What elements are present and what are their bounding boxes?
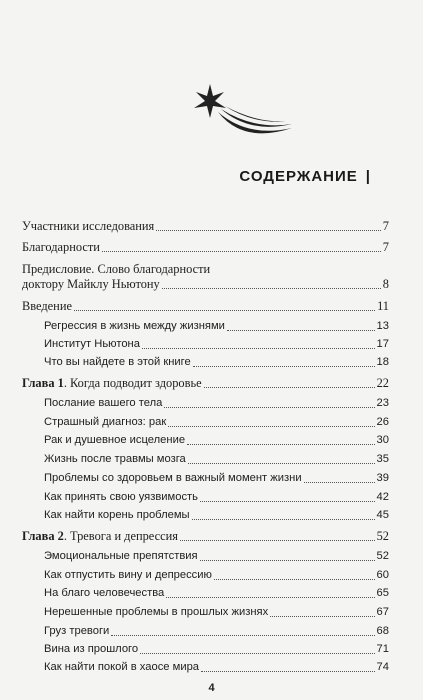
leader-dots bbox=[188, 463, 375, 464]
toc-chapter-entry[interactable] bbox=[22, 376, 389, 391]
leader-dots bbox=[200, 501, 375, 502]
toc-entry-title: Как найти корень проблемы bbox=[44, 509, 190, 521]
toc-subentry[interactable] bbox=[44, 415, 389, 430]
toc-entry-page: 60 bbox=[376, 569, 389, 581]
toc-entry-title: Благодарности bbox=[22, 240, 100, 254]
toc-entry[interactable] bbox=[22, 219, 389, 234]
toc-entry-page: 67 bbox=[376, 606, 389, 618]
toc-subentry[interactable] bbox=[44, 471, 389, 486]
toc-subentry[interactable] bbox=[44, 568, 389, 583]
toc-entry-title: доктору Майклу Ньютону bbox=[22, 277, 160, 291]
leader-dots bbox=[304, 482, 375, 483]
toc-entry-page: 11 bbox=[377, 299, 389, 313]
leader-dots bbox=[156, 230, 381, 231]
leader-dots bbox=[193, 366, 375, 367]
leader-dots bbox=[168, 426, 374, 427]
toc-entry-title: Участники исследования bbox=[22, 219, 155, 233]
toc-entry-title: Введение bbox=[22, 299, 72, 313]
toc-entry-title: Послание вашего тела bbox=[44, 397, 163, 409]
toc-entry-page: 52 bbox=[376, 529, 389, 543]
toc-subentry[interactable] bbox=[44, 337, 389, 352]
leader-dots bbox=[214, 579, 375, 580]
leader-dots bbox=[192, 519, 375, 520]
toc-subentry[interactable] bbox=[44, 605, 389, 620]
toc-entry-page: 7 bbox=[382, 240, 389, 254]
toc-entry-page: 71 bbox=[376, 643, 389, 655]
toc-entry-title: Груз тревоги bbox=[44, 625, 110, 637]
toc-entry-page: 65 bbox=[376, 587, 389, 599]
toc-entry-title: Нерешенные проблемы в прошлых жизнях bbox=[44, 606, 269, 618]
toc-subentry[interactable] bbox=[44, 660, 389, 675]
toc-entry-page: 30 bbox=[376, 434, 389, 446]
toc-entry-title: На благо человечества bbox=[44, 587, 165, 599]
toc-entry-title: Что вы найдете в этой книге bbox=[44, 356, 191, 368]
toc-entry-page: 45 bbox=[376, 509, 389, 521]
toc-entry-title: . Тревога и депрессия bbox=[63, 529, 178, 543]
toc-entry[interactable] bbox=[22, 240, 389, 255]
chapter-label: Глава 2 bbox=[22, 529, 64, 543]
toc-subentry[interactable] bbox=[44, 549, 389, 564]
toc-entry-page: 7 bbox=[382, 219, 389, 233]
leader-dots bbox=[270, 616, 374, 617]
toc-entry-title: Рак и душевное исцеление bbox=[44, 434, 186, 446]
toc-subentry[interactable] bbox=[44, 396, 389, 411]
toc-entry-page: 26 bbox=[376, 416, 389, 428]
toc-entry-page: 8 bbox=[382, 277, 389, 291]
leader-dots bbox=[162, 288, 381, 289]
toc-entry-title: Вина из прошлого bbox=[44, 643, 139, 655]
toc-entry-page: 17 bbox=[376, 338, 389, 350]
leader-dots bbox=[187, 444, 375, 445]
leader-dots bbox=[201, 671, 375, 672]
leader-dots bbox=[102, 251, 381, 252]
toc-entry-page: 52 bbox=[376, 550, 389, 562]
toc-entry-title: Проблемы со здоровьем в важный момент жизни bbox=[44, 472, 302, 484]
toc-subentry[interactable] bbox=[44, 642, 389, 657]
leader-dots bbox=[111, 635, 374, 636]
toc-entry-title: Как принять свою уязвимость bbox=[44, 491, 199, 503]
toc-entry-title: Эмоциональные препятствия bbox=[44, 550, 198, 562]
toc-entry-page: 42 bbox=[376, 491, 389, 503]
toc-subentry[interactable] bbox=[44, 624, 389, 639]
leader-dots bbox=[200, 560, 375, 561]
chapter-label: Глава 1 bbox=[22, 376, 64, 390]
toc-entry[interactable] bbox=[22, 299, 389, 314]
leader-dots bbox=[180, 540, 375, 541]
toc-entry-title: Жизнь после травмы мозга bbox=[44, 453, 186, 465]
toc-entry-title: Страшный диагноз: рак bbox=[44, 416, 167, 428]
toc-subentry[interactable] bbox=[44, 586, 389, 601]
toc-subentry[interactable] bbox=[44, 490, 389, 505]
toc-subentry[interactable] bbox=[44, 508, 389, 523]
toc-chapter-entry[interactable] bbox=[22, 529, 389, 544]
contents-title: СОДЕРЖАНИЕ bbox=[239, 168, 358, 185]
toc-entry-page: 23 bbox=[376, 397, 389, 409]
toc-entry-page: 68 bbox=[376, 625, 389, 637]
toc-entry-page: 13 bbox=[376, 320, 389, 332]
toc-subentry[interactable] bbox=[44, 319, 389, 334]
toc-subentry[interactable] bbox=[44, 452, 389, 467]
toc-entry-title: . Когда подводит здоровье bbox=[63, 376, 202, 390]
heading-bar: | bbox=[365, 168, 371, 185]
toc-entry[interactable] bbox=[22, 277, 389, 292]
toc-subentry[interactable] bbox=[44, 355, 389, 370]
leader-dots bbox=[74, 310, 375, 311]
toc-entry-title: Институт Ньютона bbox=[44, 338, 140, 350]
leader-dots bbox=[164, 407, 374, 408]
toc-entry-title: Как найти покой в хаосе мира bbox=[44, 661, 200, 673]
toc-entry-page: 22 bbox=[376, 376, 389, 390]
leader-dots bbox=[227, 330, 375, 331]
toc-entry-page: 35 bbox=[376, 453, 389, 465]
toc-entry-page: 39 bbox=[376, 472, 389, 484]
page-number: 4 bbox=[208, 682, 215, 694]
toc-subentry[interactable] bbox=[44, 433, 389, 448]
toc-entry-page: 18 bbox=[376, 356, 389, 368]
toc-entry-title: Регрессия в жизнь между жизнями bbox=[44, 320, 225, 332]
toc-entry-title: Как отпустить вину и депрессию bbox=[44, 569, 212, 581]
leader-dots bbox=[166, 597, 374, 598]
toc-entry-page: 74 bbox=[376, 661, 389, 673]
leader-dots bbox=[204, 387, 375, 388]
leader-dots bbox=[140, 653, 374, 654]
toc-entry-title-line1: Предисловие. Слово благодарности bbox=[22, 262, 211, 276]
leader-dots bbox=[142, 348, 375, 349]
